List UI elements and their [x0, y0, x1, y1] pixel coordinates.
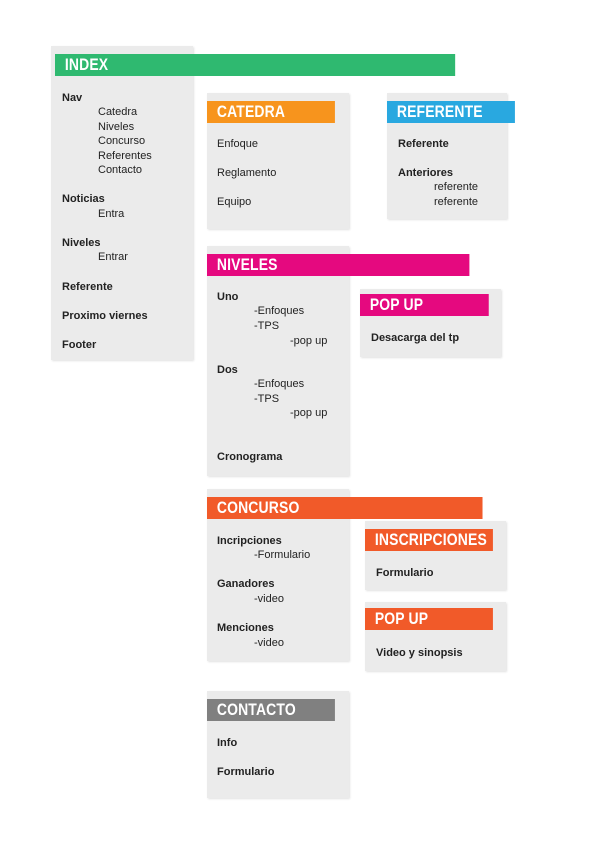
- concurso-ganadores-sub: -video: [254, 593, 284, 605]
- referente-sub-1: referente: [434, 181, 479, 193]
- contacto-header: [207, 699, 335, 721]
- concurso-incripciones-sub: -Formulario: [254, 549, 311, 561]
- index-noticias-sub: Entra: [98, 208, 125, 220]
- index-nav: Nav: [62, 92, 83, 104]
- inscripciones-item: Formulario: [376, 567, 434, 579]
- niveles-uno-popup: -pop up: [290, 335, 328, 347]
- concurso-menciones-sub: -video: [254, 637, 284, 649]
- index-nav-item-niveles: Niveles: [98, 121, 135, 133]
- contacto-item-info: Info: [217, 737, 238, 749]
- niveles-dos: Dos: [217, 364, 238, 376]
- concurso-header: [207, 497, 483, 519]
- concurso-incripciones: Incripciones: [217, 535, 282, 547]
- niveles-popup-item: Desacarga del tp: [371, 332, 460, 344]
- concurso-ganadores: Ganadores: [217, 578, 275, 590]
- index-niveles: Niveles: [62, 237, 101, 249]
- niveles-dos-enfoques: -Enfoques: [254, 378, 305, 390]
- niveles-uno: Uno: [217, 291, 239, 303]
- index-nav-item-concurso: Concurso: [98, 135, 146, 147]
- index-nav-item-catedra: Catedra: [98, 106, 138, 118]
- niveles-cronograma: Cronograma: [217, 451, 283, 463]
- inscripciones-title: INSCRIPCIONES: [374, 530, 487, 549]
- niveles-popup-title: POP UP: [369, 295, 424, 314]
- niveles-uno-tps: -TPS: [254, 320, 280, 332]
- concurso-title: CONCURSO: [216, 498, 300, 517]
- catedra-title: CATEDRA: [216, 102, 286, 121]
- referente-sub-2: referente: [434, 196, 479, 208]
- catedra-header: [207, 101, 335, 123]
- concurso-popup-header: [365, 608, 493, 630]
- concurso-popup-item: Video y sinopsis: [376, 647, 463, 659]
- niveles-popup-header: [360, 294, 489, 316]
- referente-title: REFERENTE: [396, 102, 483, 121]
- index-title: INDEX: [64, 55, 109, 74]
- niveles-uno-enfoques: -Enfoques: [254, 305, 305, 317]
- index-footer: Footer: [62, 339, 97, 351]
- catedra-item-reglamento: Reglamento: [217, 167, 277, 179]
- contacto-item-formulario: Formulario: [217, 766, 275, 778]
- catedra-item-equipo: Equipo: [217, 196, 252, 208]
- niveles-header: [207, 254, 469, 276]
- concurso-popup-title: POP UP: [374, 609, 429, 628]
- index-nav-item-contacto: Contacto: [98, 164, 143, 176]
- index-header: [55, 54, 455, 76]
- niveles-box: [207, 246, 349, 476]
- index-niveles-sub: Entrar: [98, 251, 128, 263]
- referente-item: Referente: [398, 138, 449, 150]
- niveles-dos-popup: -pop up: [290, 407, 328, 419]
- contacto-title: CONTACTO: [216, 700, 296, 719]
- index-proximo: Proximo viernes: [62, 310, 148, 322]
- niveles-dos-tps: -TPS: [254, 393, 280, 405]
- index-referente: Referente: [62, 281, 113, 293]
- concurso-menciones: Menciones: [217, 622, 274, 634]
- referente-anteriores: Anteriores: [398, 167, 454, 179]
- referente-header: [387, 101, 515, 123]
- index-noticias: Noticias: [62, 193, 105, 205]
- index-nav-item-referentes: Referentes: [98, 150, 152, 162]
- niveles-title: NIVELES: [216, 255, 278, 274]
- catedra-item-enfoque: Enfoque: [217, 138, 258, 150]
- inscripciones-header: [365, 529, 493, 551]
